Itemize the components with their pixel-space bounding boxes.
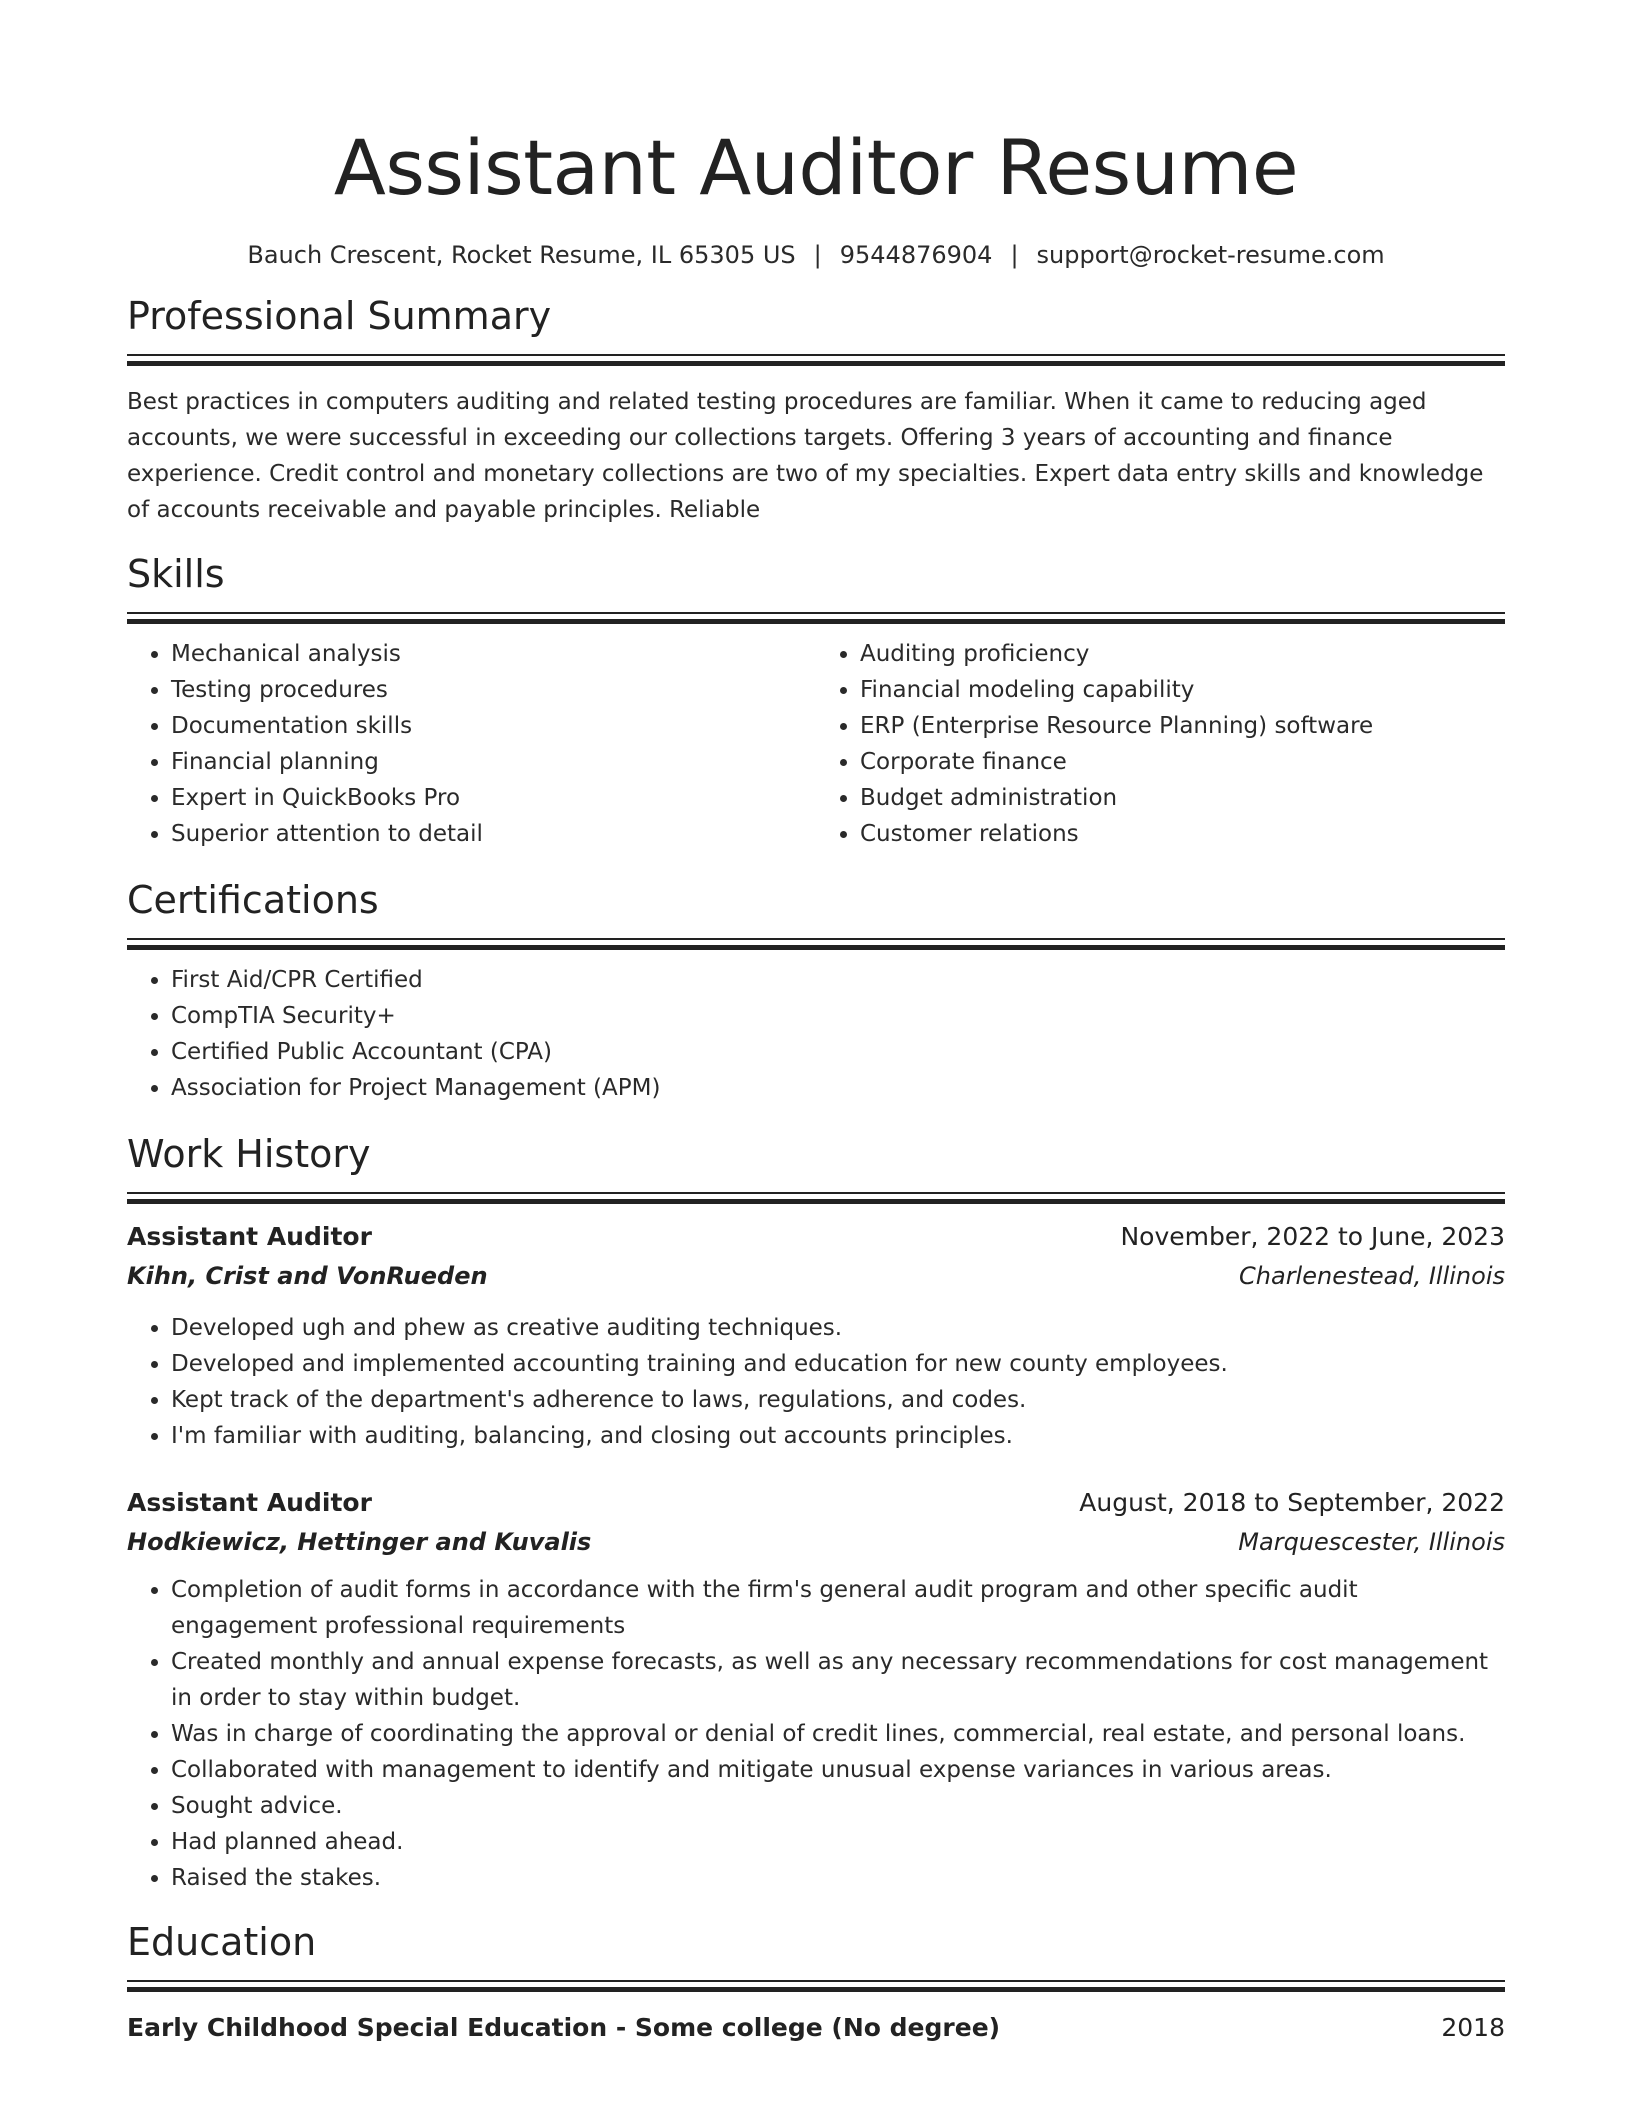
certification-item: • First Aid/CPR Certified [171,962,1505,998]
job-title: Assistant Auditor [127,1488,372,1517]
job-dates: August, 2018 to September, 2022 [1079,1488,1505,1517]
job-entry [127,1484,1505,1896]
skill-item: • Testing procedures [171,672,816,708]
skill-item: • Customer relations [860,816,1505,852]
job-title: Assistant Auditor [127,1222,372,1251]
skill-item: • ERP (Enterprise Resource Planning) software [860,708,1505,744]
section-divider [127,354,1505,366]
job-bullet: • Developed and implemented accounting training and education for new county employees. [171,1346,1505,1382]
education-year: 2018 [1441,2013,1505,2042]
certification-item: • Certified Public Accountant (CPA) [171,1034,1505,1070]
job-header [127,1218,1505,1256]
job-company: Kihn, Crist and VonRueden [127,1262,488,1290]
job-bullet: • Was in charge of coordinating the approval or denial of credit lines, commercial, real estate, and personal loans. [171,1716,1505,1752]
skill-item: • Mechanical analysis [171,636,816,672]
contact-line [127,238,1505,272]
contact-address: Bauch Crescent, Rocket Resume, IL 65305 US [247,241,796,269]
certification-item: • CompTIA Security+ [171,998,1505,1034]
job-bullet: • Raised the stakes. [171,1860,1505,1896]
skill-item: • Documentation skills [171,708,816,744]
contact-email: support@rocket-resume.com [1036,241,1385,269]
education-entry [127,2010,1505,2046]
skills-grid [127,624,1505,852]
job-bullet: • Kept track of the department's adherence to laws, regulations, and codes. [171,1382,1505,1418]
job-bullet: • Sought advice. [171,1788,1505,1824]
job-bullets [127,1572,1505,1896]
certifications-section [127,876,1505,1106]
job-subheader [127,1522,1505,1562]
job-bullet: • Developed ugh and phew as creative auditing techniques. [171,1310,1505,1346]
section-title-summary: Professional Summary [127,294,552,338]
job-bullets [127,1310,1505,1454]
skills-section [127,550,1505,852]
summary-section [127,292,1505,528]
job-bullet: • Completion of audit forms in accordance with the firm's general audit program and other specific audit engagement professional requirements [171,1572,1505,1644]
job-header [127,1484,1505,1522]
contact-separator: | [1010,241,1019,269]
section-divider [127,1192,1505,1204]
skill-item: • Expert in QuickBooks Pro [171,780,816,816]
skills-list-right [816,636,1505,852]
skill-item: • Auditing proficiency [860,636,1505,672]
job-entry [127,1218,1505,1454]
section-divider [127,612,1505,624]
summary-text: Best practices in computers auditing and related testing procedures are familiar. When it came to reducing aged accounts, we were successful in exceeding our collections targets. Offering 3 years of accounting and finance experience. Credit control and monetary collections are two of my specialties. Expert data entry skills and knowledge of accounts receivable and payable principles. Reliable [127,389,1484,523]
section-title-education: Education [127,1920,317,1964]
certification-item: • Association for Project Management (APM) [171,1070,1505,1106]
job-location: Marquescester, Illinois [1238,1528,1505,1556]
job-subheader [127,1256,1505,1296]
section-title-skills: Skills [127,552,225,596]
skill-item: • Superior attention to detail [171,816,816,852]
education-degree: Early Childhood Special Education - Some college (No degree) [127,2013,1001,2042]
skill-item: • Financial planning [171,744,816,780]
contact-separator: | [813,241,822,269]
education-section [127,1918,1505,2046]
job-bullet: • I'm familiar with auditing, balancing, and closing out accounts principles. [171,1418,1505,1454]
section-title-certifications: Certifications [127,878,379,922]
skills-list-left [127,636,816,852]
section-divider [127,938,1505,950]
section-title-work-history: Work History [127,1132,371,1176]
resume-title: Assistant Auditor Resume [333,123,1299,212]
job-dates: November, 2022 to June, 2023 [1120,1222,1505,1251]
skill-item: • Corporate finance [860,744,1505,780]
job-bullet: • Had planned ahead. [171,1824,1505,1860]
job-location: Charlenestead, Illinois [1239,1262,1505,1290]
certifications-list [127,962,1505,1106]
job-bullet: • Created monthly and annual expense forecasts, as well as any necessary recommendations for cost management in order to stay within budget. [171,1644,1505,1716]
contact-phone: 9544876904 [839,241,993,269]
job-bullet: • Collaborated with management to identify and mitigate unusual expense variances in various areas. [171,1752,1505,1788]
skill-item: • Financial modeling capability [860,672,1505,708]
work-history-section [127,1130,1505,1896]
job-company: Hodkiewicz, Hettinger and Kuvalis [127,1528,592,1556]
skill-item: • Budget administration [860,780,1505,816]
section-divider [127,1980,1505,1992]
